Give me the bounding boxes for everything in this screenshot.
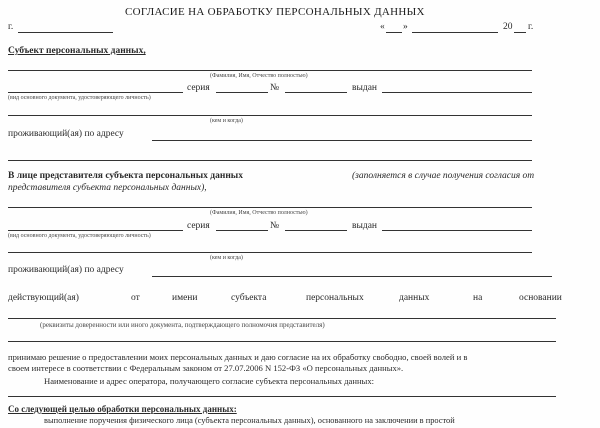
acting-word: субъекта: [231, 293, 267, 303]
representative-series-label: серия: [187, 221, 210, 231]
consent-statement-line-1: принимаю решение о предоставлении моих персональных данных и даю согласие на их обработку свободно, своей волей и в: [8, 352, 468, 362]
representative-fio-field[interactable]: [8, 207, 532, 208]
representative-series-field[interactable]: [216, 230, 268, 231]
representative-issued-field[interactable]: [382, 230, 532, 231]
representative-note-2: представителя субъекта персональных данных),: [8, 183, 207, 193]
representative-number-label: №: [270, 221, 280, 231]
subject-issued-field[interactable]: [382, 92, 532, 93]
subject-address-label: проживающий(ая) по адресу: [8, 129, 124, 139]
consent-statement-line-2: своем интересе в соответствии с Федеральным законом от 27.07.2006 N 152-ФЗ «О персональных данных».: [8, 363, 404, 373]
acting-word: на: [473, 293, 483, 303]
city-field[interactable]: [18, 32, 113, 33]
acting-word: действующий(ая): [8, 293, 79, 303]
acting-word: имени: [172, 293, 198, 303]
authority-document-field[interactable]: [8, 318, 556, 319]
representative-note-1: (заполняется в случае получения согласия от: [352, 171, 535, 181]
authority-document-field-2[interactable]: [8, 341, 556, 342]
representative-heading: В лице представителя субъекта персональных данных: [8, 171, 243, 181]
month-field[interactable]: [412, 32, 498, 33]
representative-fio-caption: (Фамилия, Имя, Отчество полностью): [210, 210, 308, 216]
purposes-heading: Со следующей целью обработки персональных данных:: [8, 404, 237, 414]
page-title: СОГЛАСИЕ НА ОБРАБОТКУ ПЕРСОНАЛЬНЫХ ДАННЫХ: [125, 6, 425, 18]
subject-doc-caption: (вид основного документа, удостоверяющего личность): [8, 95, 151, 101]
authority-caption: (реквизиты доверенности или иного документа, подтверждающего полномочия представителя): [40, 321, 325, 329]
day-field[interactable]: [386, 32, 402, 33]
subject-issued-label: выдан: [352, 83, 378, 93]
representative-doc-type-field[interactable]: [8, 230, 183, 231]
year-prefix: 20: [503, 22, 513, 32]
representative-issued-label: выдан: [352, 221, 378, 231]
subject-issuer-caption: (кем и когда): [210, 118, 243, 124]
acting-word: персональных: [306, 293, 364, 303]
subject-fio-field[interactable]: [8, 70, 532, 71]
representative-address-field[interactable]: [152, 276, 552, 277]
operator-field[interactable]: [8, 396, 556, 397]
acting-word: основании: [519, 293, 562, 303]
subject-fio-caption: (Фамилия, Имя, Отчество полностью): [210, 73, 308, 79]
year-field[interactable]: [514, 32, 526, 33]
year-suffix: г.: [528, 22, 534, 32]
purpose-item-1: выполнение поручения физического лица (субъекта персональных данных), основанного на заключении в простой: [44, 416, 455, 425]
representative-number-field[interactable]: [285, 230, 347, 231]
subject-doc-type-field[interactable]: [8, 92, 183, 93]
subject-heading: Субъект персональных данных,: [8, 46, 146, 56]
date-quote-open: «: [380, 22, 385, 32]
subject-number-field[interactable]: [285, 92, 347, 93]
acting-word: от: [131, 293, 140, 303]
operator-label: Наименование и адрес оператора, получающего согласие субъекта персональных данных:: [44, 376, 375, 386]
representative-issuer-caption: (кем и когда): [210, 255, 243, 261]
representative-doc-caption: (вид основного документа, удостоверяющего личность): [8, 233, 151, 239]
representative-address-label: проживающий(ая) по адресу: [8, 265, 124, 275]
subject-number-label: №: [270, 83, 280, 93]
acting-word: данных: [399, 293, 430, 303]
subject-series-field[interactable]: [216, 92, 268, 93]
city-prefix: г.: [8, 22, 14, 32]
subject-issuer-field[interactable]: [8, 115, 532, 116]
representative-issuer-field[interactable]: [8, 252, 532, 253]
subject-series-label: серия: [187, 83, 210, 93]
subject-address-field-2[interactable]: [8, 160, 532, 161]
subject-address-field[interactable]: [152, 140, 532, 141]
date-quote-close: »: [403, 22, 408, 32]
